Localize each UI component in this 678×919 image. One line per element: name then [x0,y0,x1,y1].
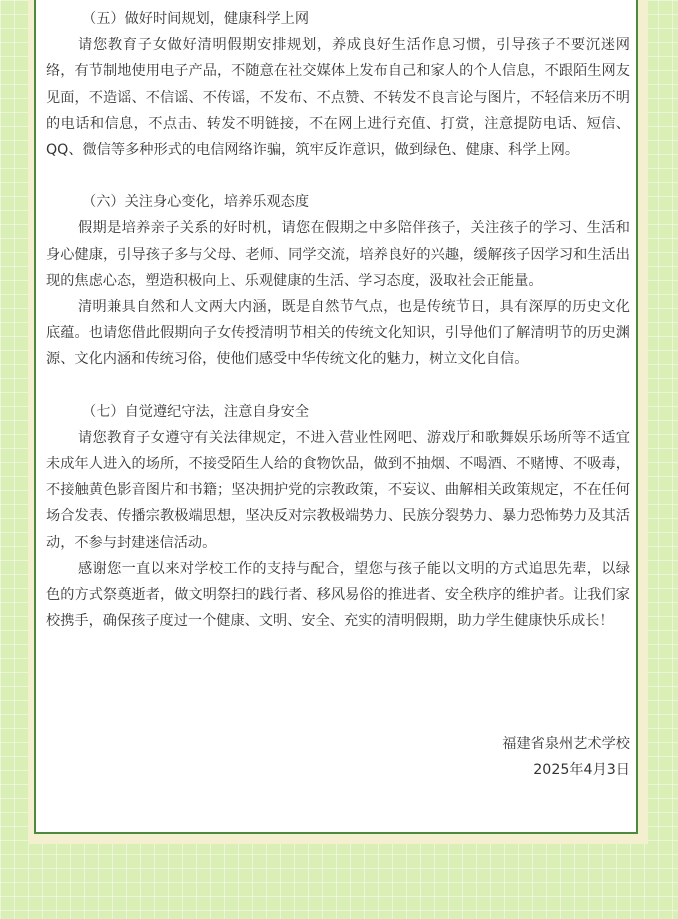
section-spacer [46,163,630,189]
signature-date: 2025年4月3日 [533,762,630,778]
closing-paragraph: 感谢您一直以来对学校工作的支持与配合，望您与孩子能以文明的方式追思先辈，以绿色的方式祭奠逝者，做文明祭扫的践行者、移风易俗的推进者、安全秩序的维护者。让我们家校携手，确保孩子度过一个健康、文明、安全、充实的清明假期，助力学生健康快乐成长！ [46,560,630,630]
section-6-paragraph-1: 假期是培养亲子关系的好时机，请您在假期之中多陪伴孩子，关注孩子的学习、生活和身心健康，引导孩子多与父母、老师、同学交流，培养良好的兴趣，缓解孩子因学习和生活出现的焦虑心态，塑造积极向上、乐观健康的生活、学习态度，汲取社会正能量。 [46,220,630,289]
section-5-paragraph-1: 请您教育子女做好清明假期安排规划，养成良好生活作息习惯，引导孩子不要沉迷网络，有节制地使用电子产品，不随意在社交媒体上发布自己和家人的个人信息，不跟陌生网友见面，不造谣、不信谣、不传谣，不发布、不点赞、不转发不良言论与图片，不轻信来历不明的电话和信息，不点击、转发不明链接，不在网上进行充值、打赏，注意提防电话、短信、QQ、微信等多种形式的电信网络诈骗，筑牢反诈意识，做到绿色、健康、科学上网。 [46,37,630,159]
letter-body [46,6,630,634]
section-6-paragraph-2: 清明兼具自然和人文两大内涵，既是自然节气点，也是传统节日，具有深厚的历史文化底蕴。也请您借此假期向子女传授清明节相关的传统文化知识，引导他们了解清明节的历史渊源、文化内涵和传统习俗，使他们感受中华传统文化的魅力，树立文化自信。 [46,299,630,368]
signature-school: 福建省泉州艺术学校 [502,736,630,752]
section-7-paragraph-1: 请您教育子女遵守有关法律规定，不进入营业性网吧、游戏厅和歌舞娱乐场所等不适宜未成年人进入的场所，不接受陌生人给的食物饮品，做到不抽烟、不喝酒、不赌博、不吸毒，不接触黄色影音图片和书籍；坚决拥护党的宗教政策，不妄议、曲解相关政策规定，不在任何场合发表、传播宗教极端思想，坚决反对宗教极端势力、民族分裂势力、暴力恐怖势力及其活动，不参与封建迷信活动。 [46,429,630,551]
section-heading-5: （五）做好时间规划，健康科学上网 [82,11,310,27]
section-heading-7: （七）自觉遵纪守法，注意自身安全 [82,403,310,420]
section-heading-6: （六）关注身心变化，培养乐观态度 [82,194,310,211]
section-spacer [46,373,630,399]
signature-block [502,731,630,783]
